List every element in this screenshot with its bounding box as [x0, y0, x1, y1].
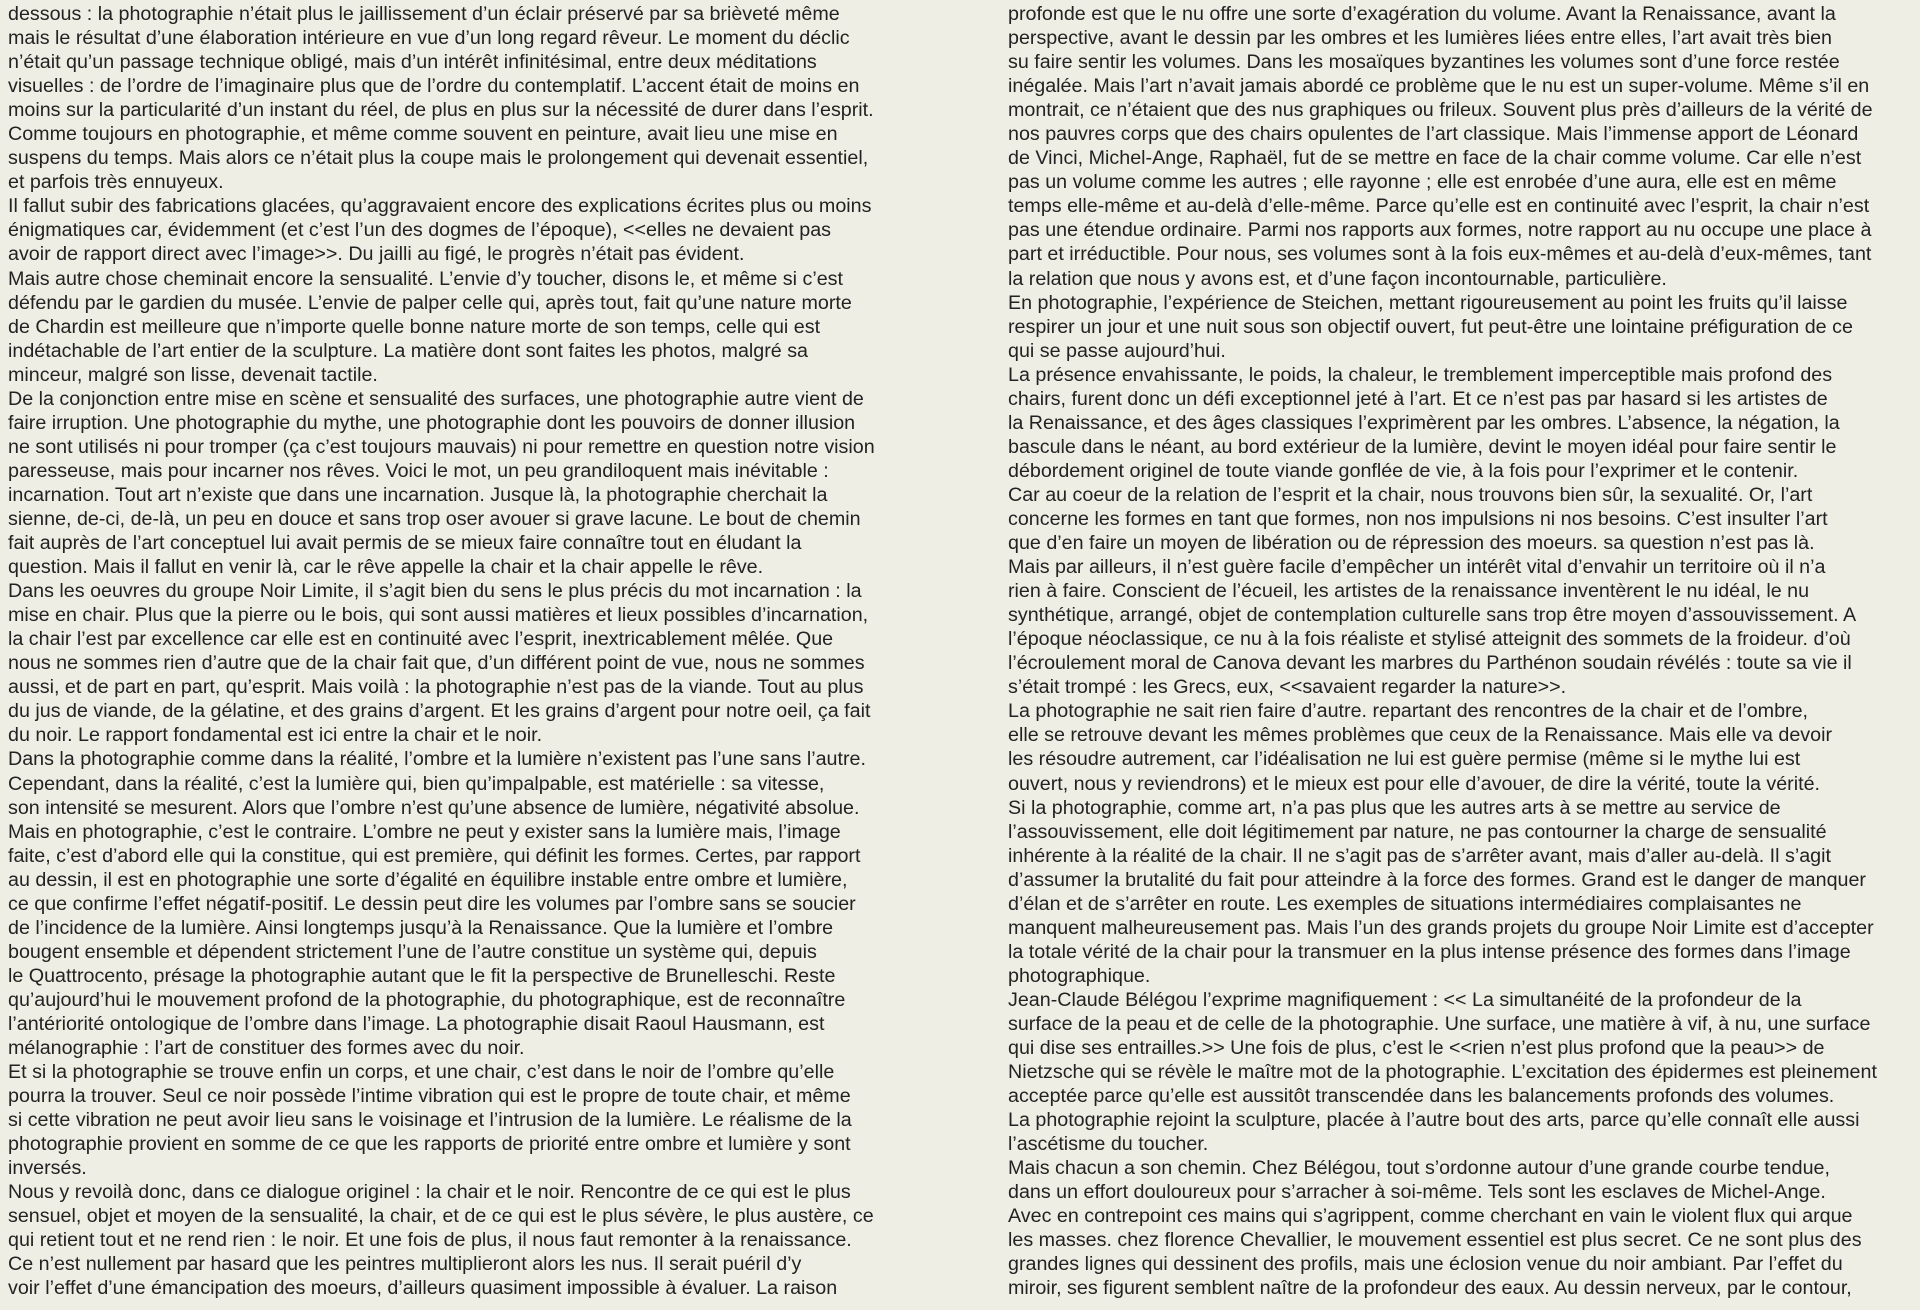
text-line: avoir de rapport direct avec l’image>>. Du jailli au figé, le progrès n’était pas évident.	[8, 243, 745, 266]
text-line: nous ne sommes rien d’autre que de la chair fait que, d’un différent point de vue, nous ne sommes	[8, 652, 865, 675]
text-line: question. Mais il fallut en venir là, car le rêve appelle la chair et la chair appelle le rêve.	[8, 556, 764, 579]
text-line: bascule dans le néant, au bord extérieur de la lumière, devint le moyen idéal pour faire sentir le	[1008, 435, 1837, 458]
text-line: La photographie rejoint la sculpture, placée à l’autre bout des arts, parce qu’elle connaît elle aussi	[1008, 1109, 1860, 1132]
text-line: la totale vérité de la chair pour la transmuer en la plus intense présence des formes dans l’image	[1008, 940, 1851, 963]
text-line: de Chardin est meilleure que n’importe quelle bonne nature morte de son temps, celle qui est	[8, 315, 821, 338]
text-line: n’était qu’un passage technique obligé, mais d’un intérêt infinitésimal, entre deux méditations	[8, 51, 817, 74]
text-line: s’était trompé : les Grecs, eux, <<savaient regarder la nature>>.	[1008, 676, 1567, 699]
text-line: miroir, ses figurent semblent naître de la profondeur des eaux. Au dessin nerveux, par le contour,	[1008, 1277, 1852, 1300]
text-line: La présence envahissante, le poids, la chaleur, le tremblement imperceptible mais profond des	[1008, 363, 1833, 386]
text-line: faite, c’est d’abord elle qui la constitue, qui est première, qui définit les formes. Certes, par rapport	[8, 844, 861, 867]
text-line: La photographie ne sait rien faire d’autre. repartant des rencontres de la chair et de l’ombre,	[1008, 700, 1809, 723]
text-line: respirer un jour et une nuit sous son objectif ouvert, fut peut-être une lointaine préfiguration de ce	[1008, 315, 1853, 338]
text-line: faire irruption. Une photographie du mythe, une photographie dont les pouvoirs de donner illusion	[8, 411, 856, 434]
text-line: l’ascétisme du toucher.	[1008, 1133, 1209, 1156]
text-line: le Quattrocento, présage la photographie autant que le fit la perspective de Brunelleschi. Reste	[8, 964, 836, 987]
text-line: inversés.	[8, 1157, 87, 1180]
text-line: moins sur la particularité d’un instant du réel, de plus en plus sur la nécessité de durer dans l’esprit.	[8, 99, 874, 122]
text-line: perspective, avant le dessin par les ombres et les lumières liées entre elles, l’art avait très bien	[1008, 27, 1832, 50]
text-line: que d’en faire un moyen de libération ou de répression des moeurs. sa question n’est pas là.	[1008, 532, 1815, 555]
text-line: et parfois très ennuyeux.	[8, 171, 224, 194]
text-line: Et si la photographie se trouve enfin un corps, et une chair, c’est dans le noir de l’ombre qu’elle	[8, 1061, 835, 1084]
text-line: grandes lignes qui dessinent des profils, mais une éclosion venue du noir ambiant. Par l’effet du	[1008, 1253, 1843, 1276]
text-line: l’assouvissement, elle doit légitimement par nature, ne pas contourner la charge de sensualité	[1008, 820, 1827, 843]
text-line: bougent ensemble et dépendent strictement l’une de l’autre constitue un système qui, depuis	[8, 940, 817, 963]
text-line: Avec en contrepoint ces mains qui s’agrippent, comme cherchant en vain le violent flux qui arque	[1008, 1205, 1853, 1228]
text-line: Mais autre chose cheminait encore la sensualité. L’envie d’y toucher, disons le, et même si c’est	[8, 267, 843, 290]
text-line: qui retient tout et ne rend rien : le noir. Et une fois de plus, il nous faut remonter à la renaissance.	[8, 1229, 852, 1252]
text-line: mélanographie : l’art de constituer des formes avec du noir.	[8, 1037, 525, 1060]
text-line: son intensité se mesurent. Alors que l’ombre n’est qu’une absence de lumière, négativité absolue.	[8, 796, 860, 819]
text-line: acceptée parce qu’elle est aussitôt transcendée dans les balancements profonds des volumes.	[1008, 1085, 1835, 1108]
text-line: nos pauvres corps que des chairs opulentes de l’art classique. Mais l’immense apport de Léonard	[1008, 123, 1859, 146]
text-line: voir l’effet d’une émancipation des moeurs, d’ailleurs quasiment impossible à évaluer. La raison	[8, 1277, 838, 1300]
text-line: Si la photographie, comme art, n’a pas plus que les autres arts à se mettre au service de	[1008, 796, 1781, 819]
text-line: su faire sentir les volumes. Dans les mosaïques byzantines les volumes sont d’une force restée	[1008, 51, 1840, 74]
text-line: la Renaissance, et des âges classiques l’exprimèrent par les ombres. L’absence, la négation, la	[1008, 411, 1840, 434]
text-line: Dans la photographie comme dans la réalité, l’ombre et la lumière n’existent pas l’une sans l’autre.	[8, 748, 866, 771]
text-line: pourra la trouver. Seul ce noir possède l’intime vibration qui est le propre de toute chair, et même	[8, 1085, 851, 1108]
text-line: Jean-Claude Bélégou l’exprime magnifiquement : << La simultanéité de la profondeur de la	[1008, 988, 1802, 1011]
text-line: au dessin, il est en photographie une sorte d’égalité en équilibre instable entre ombre et lumière,	[8, 868, 848, 891]
text-line: d’assumer la brutalité du fait pour atteindre à la force des formes. Grand est le danger de manquer	[1008, 868, 1866, 891]
text-line: Il fallut subir des fabrications glacées, qu’aggravaient encore des explications écrites plus ou moins	[8, 195, 872, 218]
text-line: concerne les formes en tant que formes, non nos impulsions ni nos besoins. C’est insulter l’art	[1008, 507, 1828, 530]
text-line: de Vinci, Michel-Ange, Raphaël, fut de se mettre en face de la chair comme volume. Car elle n’est	[1008, 147, 1862, 170]
text-line: indétachable de l’art entier de la sculpture. La matière dont sont faites les photos, malgré sa	[8, 339, 808, 362]
text-line: minceur, malgré son lisse, devenait tactile.	[8, 363, 378, 386]
text-line: chairs, furent donc un défi exceptionnel jeté à l’art. Et ce n’est pas par hasard si les artistes de	[1008, 387, 1828, 410]
text-line: énigmatiques car, évidemment (et c’est l’un des dogmes de l’époque), <<elles ne devaient pas	[8, 219, 831, 242]
text-line: visuelles : de l’ordre de l’imaginaire plus que de l’ordre du contemplatif. L’accent était de moins en	[8, 75, 860, 98]
text-line: qui dise ses entrailles.>> Une fois de plus, c’est le <<rien n’est plus profond que la peau>> de	[1008, 1037, 1825, 1060]
text-line: pas un volume comme les autres ; elle rayonne ; elle est enrobée d’une aura, elle est en même	[1008, 171, 1837, 194]
text-line: montrait, ce n’étaient que des nus graphiques ou frileux. Souvent plus près d’ailleurs de la vérité de	[1008, 99, 1873, 122]
text-line: De la conjonction entre mise en scène et sensualité des surfaces, une photographie autre vient de	[8, 387, 864, 410]
text-line: les masses. chez florence Chevallier, le mouvement essentiel est plus secret. Ce ne sont plus des	[1008, 1229, 1862, 1252]
text-line: photographique.	[1008, 964, 1151, 987]
text-line: Cependant, dans la réalité, c’est la lumière qui, bien qu’impalpable, est matérielle : sa vitesse,	[8, 772, 825, 795]
text-line: sienne, de-ci, de-là, un peu en douce et sans trop oser avouer si grave lacune. Le bout de chemin	[8, 507, 861, 530]
text-line: inégalée. Mais l’art n’avait jamais abordé ce problème que le nu est un super-volume. Même s’il en	[1008, 75, 1870, 98]
text-line: ouvert, nous y reviendrons) et le mieux est pour elle d’avouer, de dire la vérité, toute la vérité.	[1008, 772, 1820, 795]
text-line: surface de la peau et de celle de la photographie. Une surface, une matière à vif, à nu, une surface	[1008, 1012, 1871, 1035]
text-line: l’époque néoclassique, ce nu à la fois réaliste et stylisé atteignit des sommets de la froideur. d’où	[1008, 628, 1851, 651]
text-line: En photographie, l’expérience de Steichen, mettant rigoureusement au point les fruits qu’il laisse	[1008, 291, 1848, 314]
text-line: Dans les oeuvres du groupe Noir Limite, il s’agit bien du sens le plus précis du mot incarnation : la	[8, 580, 862, 603]
right-text-column	[1008, 2, 1913, 1301]
text-line: les résoudre autrement, car l’idéalisation ne lui est guère permise (même si le mythe lui est	[1008, 748, 1801, 771]
text-line: qui se passe aujourd’hui.	[1008, 339, 1226, 362]
text-line: pas une étendue ordinaire. Parmi nos rapports aux formes, notre rapport au nu occupe une place à	[1008, 219, 1872, 242]
text-line: temps elle-même et au-delà d’elle-même. Parce qu’elle est en continuité avec l’esprit, la chair n’est	[1008, 195, 1870, 218]
text-line: du noir. Le rapport fondamental est ici entre la chair et le noir.	[8, 724, 543, 747]
text-line: paresseuse, mais pour incarner nos rêves. Voici le mot, un peu grandiloquent mais inévitable :	[8, 459, 829, 482]
text-line: Comme toujours en photographie, et même comme souvent en peinture, avait lieu une mise en	[8, 123, 838, 146]
text-line: si cette vibration ne peut avoir lieu sans le voisinage et l’intrusion de la lumière. Le réalisme de la	[8, 1109, 852, 1132]
text-line: Nous y revoilà donc, dans ce dialogue originel : la chair et le noir. Rencontre de ce qui est le plus	[8, 1181, 851, 1204]
text-line: incarnation. Tout art n’existe que dans une incarnation. Jusque là, la photographie cherchait la	[8, 483, 828, 506]
text-line: ne sont utilisés ni pour tromper (ça c’est toujours mauvais) ni pour remettre en question notre vision	[8, 435, 875, 458]
text-line: inhérente à la réalité de la chair. Il ne s’agit pas de s’arrêter avant, mais d’aller au-delà. Il s’agit	[1008, 844, 1831, 867]
text-line: la relation que nous y avons est, et d’une façon incontournable, particulière.	[1008, 267, 1667, 290]
text-line: l’écroulement moral de Canova devant les marbres du Parthénon soudain révélés : toute sa vie il	[1008, 652, 1852, 675]
text-line: part et irréductible. Pour nous, ses volumes sont à la fois eux-mêmes et au-delà d’eux-mêmes, tant	[1008, 243, 1872, 266]
text-line: Nietzsche qui se révèle le maître mot de la photographie. L’excitation des épidermes est pleinement	[1008, 1061, 1877, 1084]
text-line: d’élan et de s’arrêter en route. Les exemples de situations intermédiaires complaisantes ne	[1008, 892, 1802, 915]
text-line: Car au coeur de la relation de l’esprit et la chair, nous trouvons bien sûr, la sexualité. Or, l’art	[1008, 483, 1813, 506]
text-line: aussi, et de part en part, qu’esprit. Mais voilà : la photographie n’est pas de la viande. Tout au plus	[8, 676, 864, 699]
text-line: rien à faire. Conscient de l’écueil, les artistes de la renaissance inventèrent le nu idéal, le nu	[1008, 580, 1810, 603]
text-line: dans un effort douloureux pour s’arracher à soi-même. Tels sont les esclaves de Michel-Ange.	[1008, 1181, 1826, 1204]
text-line: de l’incidence de la lumière. Ainsi longtemps jusqu’à la Renaissance. Que la lumière et l’ombre	[8, 916, 834, 939]
text-line: la chair l’est par excellence car elle est en continuité avec l’esprit, inextricablement mêlée. Que	[8, 628, 834, 651]
text-line: défendu par le gardien du musée. L’envie de palper celle qui, après tout, fait qu’une nature morte	[8, 291, 852, 314]
text-line: Mais par ailleurs, il n’est guère facile d’empêcher un intérêt vital d’envahir un territoire où il n’a	[1008, 556, 1826, 579]
text-line: débordement originel de toute viande gonflée de vie, à la fois pour l’exprimer et le contenir.	[1008, 459, 1799, 482]
text-line: synthétique, arrangé, objet de contemplation culturelle sans trop être moyen d’assouvissement. A	[1008, 604, 1857, 627]
text-line: Mais chacun a son chemin. Chez Bélégou, tout s’ordonne autour d’une grande courbe tendue,	[1008, 1157, 1830, 1180]
text-line: mais le résultat d’une élaboration intérieure en vue d’un long regard rêveur. Le moment du déclic	[8, 27, 850, 50]
text-line: profonde est que le nu offre une sorte d’exagération du volume. Avant la Renaissance, avant la	[1008, 3, 1836, 25]
text-line: Mais en photographie, c’est le contraire. L’ombre ne peut y exister sans la lumière mais, l’image	[8, 820, 841, 843]
text-line: photographie provient en somme de ce que les rapports de priorité entre ombre et lumière y sont	[8, 1133, 851, 1156]
text-line: manquent malheureusement pas. Mais l’un des grands projets du groupe Noir Limite est d’accepter	[1008, 916, 1874, 939]
text-line: du jus de viande, de la gélatine, et des grains d’argent. Et les grains d’argent pour notre oeil, ça fait	[8, 700, 871, 723]
text-line: ce que confirme l’effet négatif-positif. Le dessin peut dire les volumes par l’ombre sans se soucier	[8, 892, 856, 915]
left-text-column	[8, 2, 903, 1301]
text-line: mise en chair. Plus que la pierre ou le bois, qui sont aussi matières et lieux possibles d’incarnation,	[8, 604, 869, 627]
text-line: Ce n’est nullement par hasard que les peintres multiplieront alors les nus. Il serait puéril d’y	[8, 1253, 802, 1276]
text-line: qu’aujourd’hui le mouvement profond de la photographie, du photographique, est de reconnaître	[8, 988, 846, 1011]
text-line: elle se retrouve devant les mêmes problèmes que ceux de la Renaissance. Mais elle va devoir	[1008, 724, 1833, 747]
text-line: fait auprès de l’art conceptuel lui avait permis de se mieux faire connaître tout en éludant la	[8, 532, 802, 555]
text-line: l’antériorité ontologique de l’ombre dans l’image. La photographie disait Raoul Hausmann, est	[8, 1012, 825, 1035]
text-line: suspens du temps. Mais alors ce n’était plus la coupe mais le prolongement qui devenait essentiel,	[8, 147, 869, 170]
text-line: sensuel, objet et moyen de la sensualité, la chair, et de ce qui est le plus sévère, le plus austère, ce	[8, 1205, 874, 1228]
text-line: dessous : la photographie n’était plus le jaillissement d’un éclair préservé par sa brièveté même	[8, 3, 840, 25]
